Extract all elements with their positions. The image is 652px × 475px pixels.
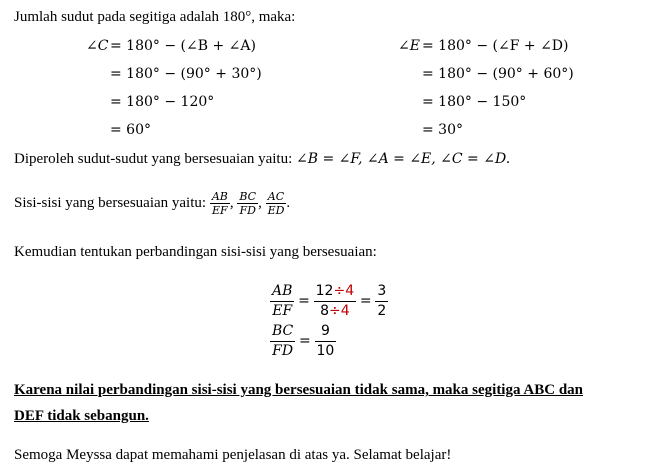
instruction-text: Kemudian tentukan perbandingan sisi-sisi yang bersesuaian: <box>14 244 377 260</box>
closing-text: Semoga Meyssa dapat memahami penjelasan di atas ya. Selamat belajar! <box>14 447 452 463</box>
ratio-2-sides: $\frac{BC}{FD}$ <box>272 323 294 360</box>
conclusion-line-2: DEF tidak sebangun. <box>14 408 149 424</box>
side-fraction-3: $\frac{AC}{ED}$ <box>267 190 285 218</box>
conclusion-line-1: Karena nilai perbandingan sisi-sisi yang bersesuaian tidak sama, maka segitiga ABC dan <box>14 382 584 398</box>
right-step-2: = 180° − (90° + 60°) <box>422 66 574 82</box>
ratio-2-result: $\frac{9}{10}$ <box>316 323 335 360</box>
corresponding-angles-value: ∠B = ∠F, ∠A = ∠E, ∠C = ∠D. <box>296 151 511 167</box>
corresponding-angles <box>14 150 510 168</box>
corresponding-sides: Sisi-sisi yang bersesuaian yaitu: $\frac{AB}{EF}$ , $\frac{BC}{FD}$ , $\frac{AC}{ED}$ . <box>14 190 291 218</box>
ratio-2 <box>270 322 336 361</box>
left-step-2: = 180° − (90° + 30°) <box>110 66 262 82</box>
left-step-4: = 60° <box>110 122 151 138</box>
ratio-1-result: $\frac{3}{2}$ <box>377 283 387 320</box>
equals-sign: = <box>359 293 372 309</box>
side-fraction-2: $\frac{BC}{FD}$ <box>239 190 257 218</box>
right-lhs: ∠E <box>398 38 420 54</box>
ratio-1-calc: $\frac{12\div 4}{8\div 4}$ <box>315 283 355 320</box>
left-lhs: ∠C <box>86 38 109 54</box>
left-step-3: = 180° − 120° <box>110 94 215 110</box>
right-step-1: = 180° − (∠F + ∠D) <box>422 38 569 54</box>
ratio-1 <box>270 282 388 321</box>
corresponding-angles-label: Diperoleh sudut-sudut yang bersesuaian yaitu: <box>14 151 293 167</box>
left-step-1: = 180° − (∠B + ∠A) <box>110 38 256 54</box>
right-step-3: = 180° − 150° <box>422 94 527 110</box>
equals-sign: = <box>298 293 310 309</box>
equals-sign: = <box>299 333 311 349</box>
corresponding-sides-label: Sisi-sisi yang bersesuaian yaitu: <box>14 195 207 211</box>
side-fraction-1: $\frac{AB}{EF}$ <box>211 190 228 218</box>
intro-text: Jumlah sudut pada segitiga adalah 180°, maka: <box>14 9 296 25</box>
right-step-4: = 30° <box>422 122 463 138</box>
ratio-1-sides: $\frac{AB}{EF}$ <box>272 283 293 320</box>
